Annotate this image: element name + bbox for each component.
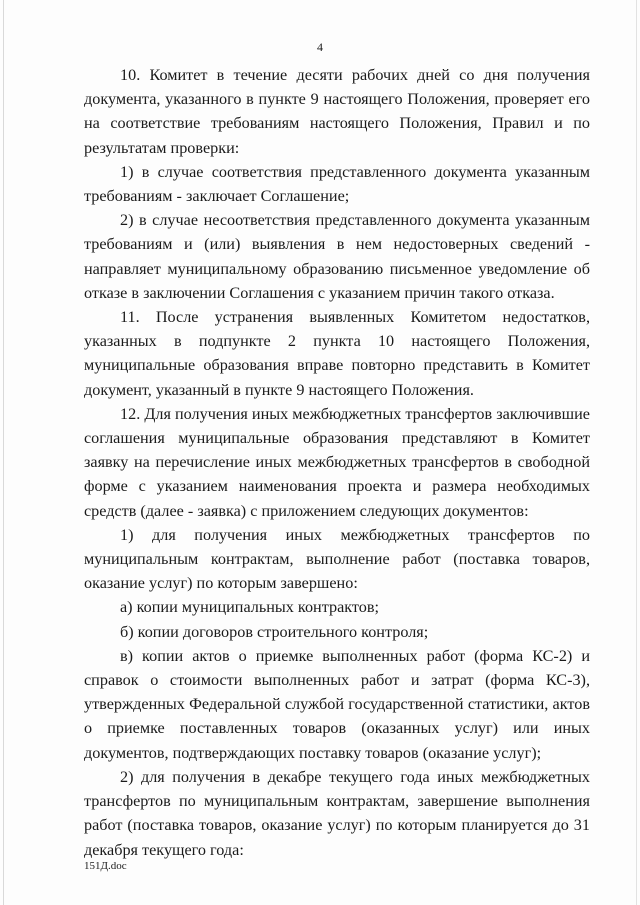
paragraph-12-sub-1: 1) для получения иных межбюджетных трансфертов по муниципальным контрактам, выполнение работ (поставка товаров, оказание услуг) по которым завершено:	[84, 525, 590, 593]
paragraph-10: 10. Комитет в течение десяти рабочих дней со дня получения документа, указанного в пункте 9 настоящего Положения, проверяет его на соответствие требованиям настоящего Положения, Правил и по результатам проверки:	[84, 66, 590, 157]
page-number: 4	[317, 40, 323, 54]
document-body	[84, 63, 590, 862]
paragraph-12-sub-1-b: б) копии договоров строительного контроля;	[120, 622, 429, 641]
paragraph-12-sub-1-a: а) копии муниципальных контрактов;	[120, 598, 380, 617]
paragraph-12: 12. Для получения иных межбюджетных трансфертов заключившие соглашения муниципальные образования представляют в Комитет заявку на перечисление иных межбюджетных трансфертов в свободной форме с указанием наименования проекта и размера необходимых средств (далее - заявка) с приложением следующих документов:	[84, 404, 590, 520]
footer-filename: 151Д.doc	[84, 860, 127, 872]
paragraph-12-sub-2: 2) для получения в декабре текущего года иных межбюджетных трансфертов по муниципальным контрактам, завершение выполнения работ (поставка товаров, оказание услуг) по которым планируется до 31 декабря текущего года:	[84, 767, 590, 859]
paragraph-11: 11. После устранения выявленных Комитетом недостатков, указанных в подпункте 2 пункта 10 настоящего Положения, муниципальные образования вправе повторно представить в Комитет документ, указанный в пункте 9 настоящего Положения.	[84, 308, 590, 399]
scan-edge-left	[3, 0, 4, 905]
paragraph-12-sub-1-v: в) копии актов о приемке выполненных работ (форма КС-2) и справок о стоимости выполненных работ и затрат (форма КС-3), утвержденных Федеральной службой государственной статистики, актов о приемке поставленных товаров (оказанных услуг) или иных документов, подтверждающих поставку товаров (оказание услуг);	[84, 646, 590, 762]
paragraph-10-sub-2: 2) в случае несоответствия представленного документа указанным требованиям и (или) выявления в нем недостоверных сведений - направляет муниципальному образованию письменное уведомление об отказе в заключении Соглашения с указанием причин такого отказа.	[84, 211, 590, 302]
paragraph-10-sub-1: 1) в случае соответствия представленного документа указанным требованиям - заключает Соглашение;	[84, 162, 590, 206]
scan-edge-right	[636, 0, 637, 905]
